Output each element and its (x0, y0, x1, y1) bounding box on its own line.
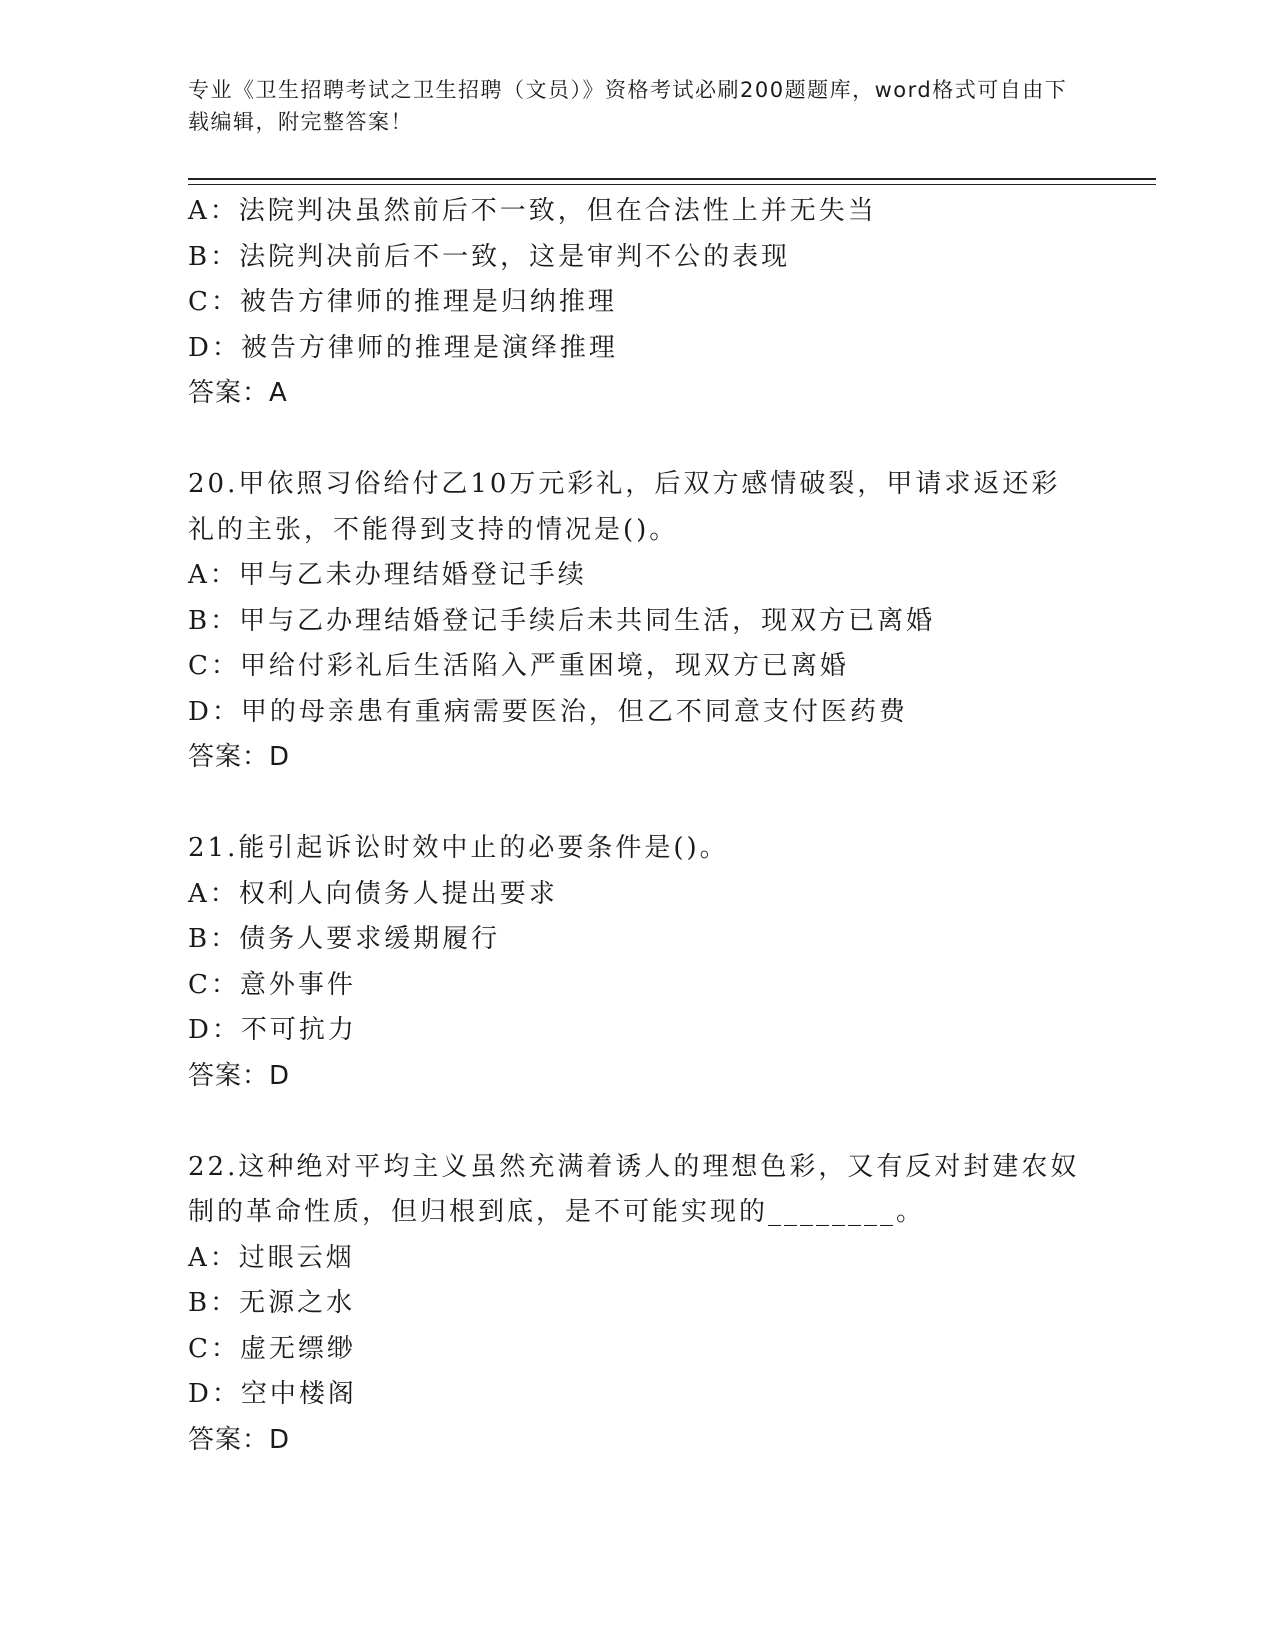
document-header: 专业《卫生招聘考试之卫生招聘（文员）》资格考试必刷200题题库，word格式可自由下载编辑，附完整答案！ (188, 78, 1068, 134)
option-a: A：过眼云烟 (188, 1242, 355, 1273)
option-d: D：甲的母亲患有重病需要医治，但乙不同意支付医药费 (188, 696, 908, 727)
option-b: B：债务人要求缓期履行 (188, 924, 501, 954)
option-b: B：法院判决前后不一致，这是审判不公的表现 (188, 241, 791, 272)
option-b: B：甲与乙办理结婚登记手续后未共同生活，现双方已离婚 (188, 605, 936, 636)
option-d: D：不可抗力 (188, 1015, 357, 1045)
answer: 答案：D (188, 1060, 291, 1091)
option-d: D：空中楼阁 (188, 1379, 357, 1409)
question-22 (188, 1145, 1118, 1464)
answer: 答案：A (188, 378, 288, 408)
question-title: 21.能引起诉讼时效中止的必要条件是()。 (188, 833, 729, 863)
answer: 答案：D (188, 1424, 291, 1455)
header-rule-thin (188, 184, 1156, 185)
question-title: 20.甲依照习俗给付乙10万元彩礼，后双方感情破裂，甲请求返还彩礼的主张，不能得到支持的情况是()。 (188, 469, 1061, 545)
answer: 答案：D (188, 742, 291, 772)
option-d: D：被告方律师的推理是演绎推理 (188, 332, 618, 363)
option-a: A：法院判决虽然前后不一致，但在合法性上并无失当 (188, 196, 877, 226)
option-a: A：甲与乙未办理结婚登记手续 (188, 560, 587, 590)
question-title: 22.这种绝对平均主义虽然充满着诱人的理想色彩，又有反对封建农奴制的革命性质，但归根到底，是不可能实现的________。 (188, 1151, 1080, 1227)
question-19-remainder (188, 189, 1118, 417)
option-c: C：甲给付彩礼后生活陷入严重困境，现双方已离婚 (188, 651, 849, 681)
option-a: A：权利人向债务人提出要求 (188, 878, 558, 909)
question-list (188, 189, 1118, 1463)
option-c: C：被告方律师的推理是归纳推理 (188, 287, 617, 317)
option-b: B：无源之水 (188, 1288, 356, 1318)
question-20 (188, 462, 1118, 781)
option-c: C：虚无缥缈 (188, 1333, 356, 1364)
question-21 (188, 826, 1118, 1099)
option-c: C：意外事件 (188, 969, 356, 1000)
header-rule-thick (188, 178, 1156, 180)
